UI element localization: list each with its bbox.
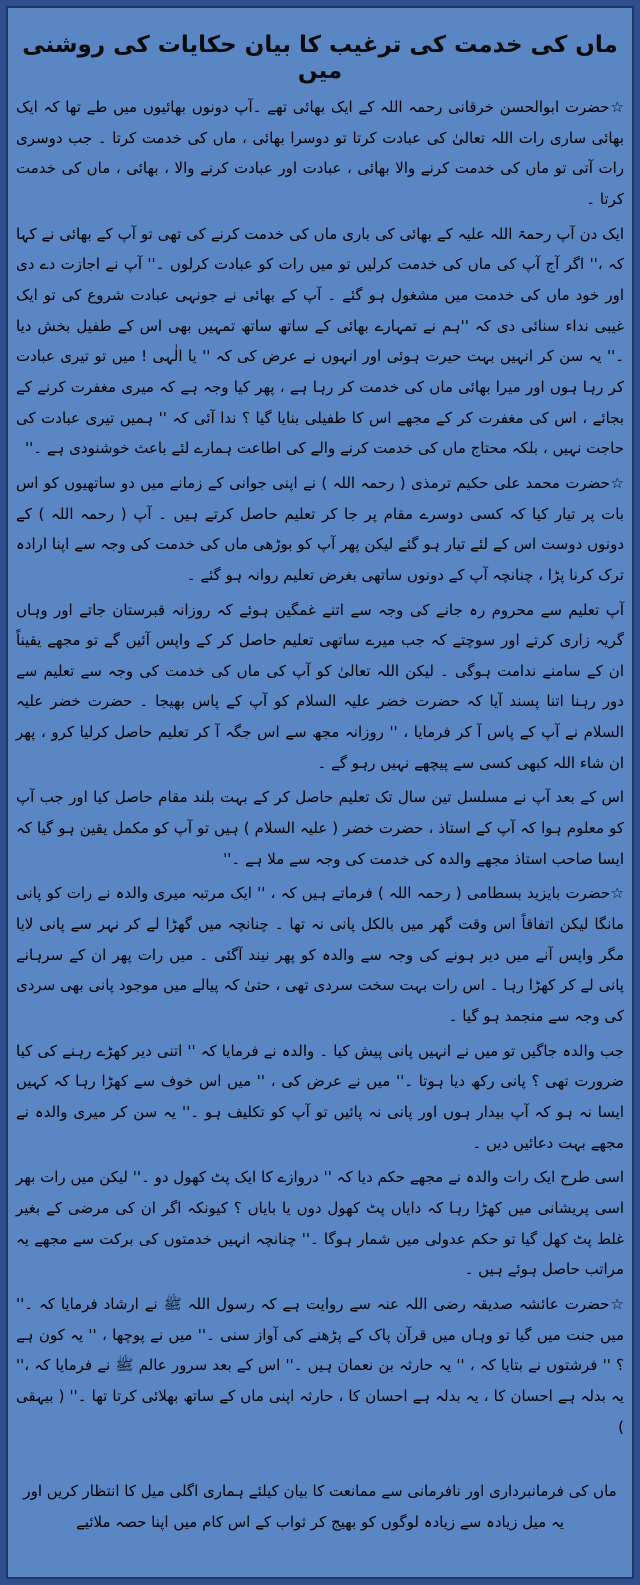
paragraph-8: اسی طرح ایک رات والدہ نے مجھے حکم دیا کہ '' دروازے کا ایک پٹ کھول دو ۔'' لیکن میں رات بھر اسی پریشانی میں کھڑا رہا کہ دایاں پٹ کھول دوں یا بایاں ؟ کیونکہ اگر ان کی مرضی کے بغیر غلط پٹ کھل گیا تو حکم عدولی میں شمار ہوگا ۔'' چنانچہ انہیں خدمتوں کی برکت سے مجھے یہ مراتب حاصل ہوئے ہیں ۔ — [16, 1168, 624, 1279]
paragraph-3: ☆حضرت محمد علی حکیم ترمذی ( رحمہ اللہ ) نے اپنی جوانی کے زمانے میں دو ساتھیوں کو اس بات پر تیار کیا کہ کسی دوسرے مقام پر جا کر تعلیم حاصل کرتے ہیں ۔ آپ ( رحمہ اللہ ) کے دونوں دوست اس کے لئے تیار ہو گئے لیکن پھر آپ کو بوڑھی ماں کی خدمت کی وجہ سے اپنا ارادہ ترک کرنا پڑا ، چنانچہ آپ کے دونوں ساتھی بغرض تعلیم روانہ ہو گئے ۔ — [16, 473, 624, 584]
page-title: ماں کی خدمت کی ترغیب کا بیان حکایات کی روشنی میں — [22, 32, 618, 84]
paragraph-4: آپ تعلیم سے محروم رہ جانے کی وجہ سے اتنے غمگین ہوئے کہ روزانہ قبرستان جاتے اور وہاں گریہ زاری کرتے اور سوچتے کہ جب میرے ساتھی تعلیم حاصل کر کے واپس آئیں گے تو مجھے یقیناً ان کے سامنے ندامت ہوگی ۔ لیکن اللہ تعالیٰ کو آپ کی ماں کی خدمت کی وجہ سے تعلیم سے دور رہنا اتنا پسند آیا کہ حضرت خضر علیہ السلام کو آپ کے پاس بھیجا ۔ حضرت خضر علیہ السلام نے آپ کے پاس آ کر فرمایا ، '' روزانہ مجھ سے اس جگہ آ کر تعلیم حاصل کرلیا کرو ، پھر ان شاء اللہ کبھی کسی سے پیچھے نہیں رہو گے ۔ — [16, 600, 624, 772]
paragraph-6: ☆حضرت بایزید بسطامی ( رحمہ اللہ ) فرماتے ہیں کہ ، '' ایک مرتبہ میری والدہ نے رات کو پانی مانگا لیکن اتفاقاً اس وقت گھر میں بالکل پانی نہ تھا ۔ چنانچہ میں گھڑا لے کر نہر سے پانی لایا مگر واپس آنے میں دیر ہونے کی وجہ سے والدہ کو پھر نیند آگئی ۔ میں رات پھر ان کے سرہانے پانی لے کر کھڑا رہا ۔ اس رات بہت سخت سردی تھی ، حتیٰ کہ پیالے میں موجود پانی بھی سردی کی وجہ سے منجمد ہو گیا ۔ — [16, 884, 624, 1026]
paragraph-9: ☆حضرت عائشہ صدیقہ رضی اللہ عنہ سے روایت ہے کہ رسول اللہ ﷺ نے ارشاد فرمایا کہ ۔'' میں جنت میں گیا تو وہاں میں قرآن پاک کے پڑھنے کی آواز سنی ۔'' میں نے پوچھا ، '' یہ کون ہے ؟ '' فرشتوں نے بتایا کہ ، '' یہ حارثہ بن نعمان ہیں ۔'' اس کے بعد سرور عالم ﷺ نے فرمایا کہ ،'' یہ بدلہ ہے احسان کا ، یہ بدلہ ہے احسان کا ، حارثہ اپنی ماں کے ساتھ بھلائی کرتا تھا ۔'' ( بیہقی ) — [16, 1294, 624, 1436]
content-frame — [6, 6, 634, 1579]
article — [16, 16, 624, 1569]
footer-note: ماں کی فرمانبرداری اور نافرمانی سے ممانعت کا بیان کیلئے ہماری اگلی میل کا انتظار کریں اور یہ میل زیادہ سے زیادہ لوگوں کو بھیج کر ثواب کے اس کام میں اپنا حصہ ملائیے — [23, 1482, 617, 1531]
paragraph-5: اس کے بعد آپ نے مسلسل تین سال تک تعلیم حاصل کر کے بہت بلند مقام حاصل کیا اور جب آپ کو معلوم ہوا کہ آپ کے استاذ ، حضرت خضر ( علیہ السلام ) ہیں تو آپ کو مکمل یقین ہو گیا کہ ایسا صاحب استاذ مجھے والدہ کی خدمت کی وجہ سے ملا ہے ۔'' — [16, 788, 624, 868]
paragraph-1: ☆حضرت ابوالحسن خرقانی رحمہ اللہ کے ایک بھائی تھے ۔آپ دونوں بھائیوں میں طے تھا کہ ایک بھائی ساری رات اللہ تعالیٰ کی عبادت کرتا تو دوسرا بھائی ، ماں کی خدمت کرتا ۔ جب دوسری رات آتی تو ماں کی خدمت کرنے والا بھائی ، عبادت اور عبادت کرنے والا ، بھائی ، ماں کی خدمت کرتا ۔ — [16, 98, 624, 208]
paragraph-7: جب والدہ جاگیں تو میں نے انہیں پانی پیش کیا ۔ والدہ نے فرمایا کہ '' اتنی دیر کھڑے رہنے کی کیا ضرورت تھی ؟ پانی رکھ دیا ہوتا ۔'' میں نے عرض کی ، '' میں اس خوف سے کھڑا رہا کہ کہیں ایسا نہ ہو کہ آپ بیدار ہوں اور پانی نہ پائیں تو آپ کو تکلیف ہو ۔'' یہ سن کر میری والدہ نے مجھے بہت دعائیں دیں ۔ — [16, 1041, 624, 1152]
paragraph-2: ایک دن آپ رحمۃ اللہ علیہ کے بھائی کی باری ماں کی خدمت کرنے کی تھی تو آپ کے بھائی نے کہا کہ ،'' اگر آج آپ کی ماں کی خدمت کرلیں تو میں رات کو عبادت کرلوں ۔'' آپ نے اجازت دے دی اور خود ماں کی خدمت میں مشغول ہو گئے ۔ آپ کے بھائی نے جونہی عبادت شروع کی تو ایک غیبی نداء سنائی دی کہ ''ہم نے تمہارے بھائی کے ساتھ ساتھ تمہیں بھی اس کے طفیل بخش دیا ۔'' یہ سن کر انہیں بہت حیرت ہوئی اور انہوں نے عرض کی کہ '' یا الٰہی ! میں تو تیری عبادت کر رہا ہوں اور میرا بھائی ماں کی خدمت کر رہا ہے ، پھر کیا وجہ ہے کہ میری مغفرت کرنے کے بجائے ، اس کی مغفرت کر کے مجھے اس کا طفیلی بنایا گیا ؟ ندا آئی کہ '' ہمیں تیری عبادت کی حاجت نہیں ، بلکہ محتاج ماں کی خدمت کرنے والے کی اطاعت ہمارے لئے باعث خوشنودی ہے ۔'' — [16, 224, 624, 458]
